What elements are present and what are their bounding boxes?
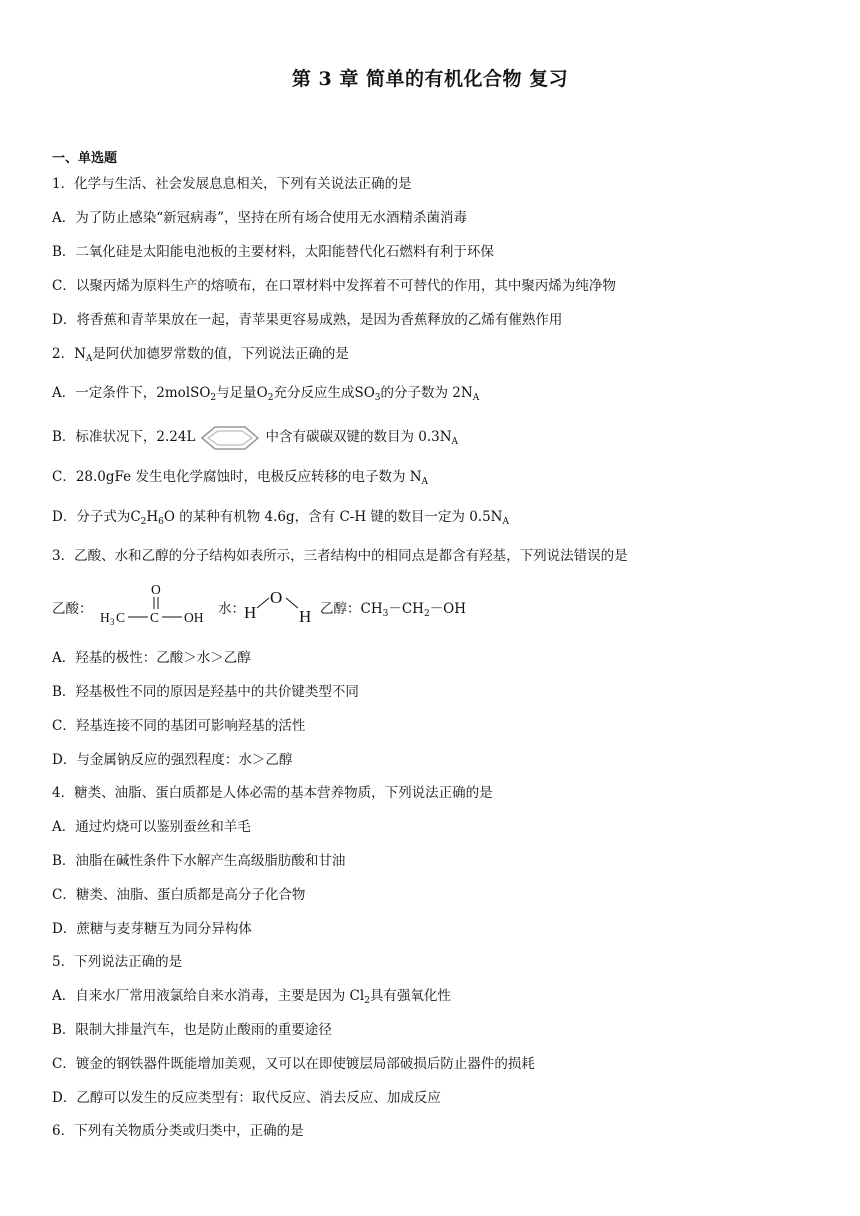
q1-option-c: C．以聚丙烯为原料生产的熔喷布，在口罩材料中发挥着不可替代的作用，其中聚丙烯为纯净物 <box>52 278 616 294</box>
q2-b-text-1: B．标准状况下，2.24L <box>52 429 196 445</box>
ethanol-text-3: －OH <box>429 601 467 617</box>
q2-a-sub-2: 2 <box>267 393 274 403</box>
water-o: O <box>270 588 283 607</box>
q5-stem: 5．下列说法正确的是 <box>52 954 183 970</box>
q2-option-b <box>52 424 458 455</box>
q2-a-sub-3: 3 <box>374 393 381 403</box>
q2-d-text-2: H <box>146 509 159 525</box>
q1-option-b: B．二氧化硅是太阳能电池板的主要材料，太阳能替代化石燃料有利于环保 <box>52 244 494 260</box>
ethanol-label: 乙醇： <box>320 601 361 617</box>
section-heading: 一、单选题 <box>52 151 118 166</box>
q2-stem-text-2: 是阿伏加德罗常数的值，下列说法正确的是 <box>92 346 349 362</box>
q5-option-b: B．限制大排量汽车，也是防止酸雨的重要途径 <box>52 1022 332 1038</box>
q1-option-a: A．为了防止感染“新冠病毒”，坚持在所有场合使用无水酒精杀菌消毒 <box>52 210 468 226</box>
q3-structures <box>52 582 812 628</box>
q2-d-sub-1: 2 <box>140 517 147 527</box>
water-label: 水： <box>218 601 245 617</box>
q6-stem: 6．下列有关物质分类或归类中，正确的是 <box>52 1123 304 1139</box>
q2-stem-subscript: A <box>85 354 93 364</box>
q4-option-d: D．蔗糖与麦芽糖互为同分异构体 <box>52 921 252 937</box>
q4-stem: 4．糖类、油脂、蛋白质都是人体必需的基本营养物质，下列说法正确的是 <box>52 785 493 801</box>
q2-b-sub: A <box>451 437 459 447</box>
q2-option-c <box>52 468 428 491</box>
q5-a-sub: 2 <box>364 996 370 1006</box>
q5-option-a <box>52 987 451 1010</box>
q2-d-sub-3: A <box>502 517 509 527</box>
q3-option-d: D．与金属钠反应的强烈程度：水＞乙醇 <box>52 752 293 768</box>
ethanol-sub-2: 2 <box>423 609 430 619</box>
acetic-h: H <box>100 610 110 625</box>
q3-option-a: A．羟基的极性：乙酸＞水＞乙醇 <box>52 650 251 666</box>
q1-option-d: D．将香蕉和青苹果放在一起，青苹果更容易成熟，是因为香蕉释放的乙烯有催熟作用 <box>52 312 563 328</box>
acetic-c1: C <box>116 610 126 625</box>
ethanol-text-1: CH <box>360 601 383 617</box>
water-h2: H <box>299 607 312 626</box>
q3-option-c: C．羟基连接不同的基团可影响羟基的活性 <box>52 718 306 734</box>
acetic-o: O <box>151 582 161 597</box>
ethanol-text-2: －CH <box>388 601 424 617</box>
q2-d-sub-2: 6 <box>158 517 164 527</box>
water-h1: H <box>244 603 257 622</box>
q4-option-c: C．糖类、油脂、蛋白质都是高分子化合物 <box>52 887 306 903</box>
q2-c-sub: A <box>421 477 429 487</box>
q2-option-d <box>52 508 509 531</box>
q5-option-d: D．乙醇可以发生的反应类型有：取代反应、消去反应、加成反应 <box>52 1090 441 1106</box>
acetic-oh: OH <box>184 610 204 625</box>
acetic-c2: C <box>150 610 160 625</box>
acetic-acid-label: 乙酸： <box>52 601 93 617</box>
q5-a-text-1: A．自来水厂常用液氯给自来水消毒，主要是因为 Cl <box>52 988 365 1004</box>
ethanol-formula <box>320 597 466 619</box>
q2-a-sub-1: 2 <box>210 393 217 403</box>
q2-stem <box>52 345 349 368</box>
page-title: 第 3 章 简单的有机化合物 复习 <box>291 68 569 90</box>
q2-a-text-1: A．一定条件下，2molSO <box>52 385 211 401</box>
q2-stem-text-1: 2．N <box>52 346 86 362</box>
q2-a-text-3: 充分反应生成SO <box>273 385 375 401</box>
ethanol-sub-1: 3 <box>382 609 389 619</box>
q3-stem: 3．乙酸、水和乙醇的分子结构如表所示，三者结构中的相同点是都含有羟基，下列说法错误的是 <box>52 548 628 564</box>
benzene-ring-icon <box>199 425 261 451</box>
q2-c-text: C．28.0gFe 发生电化学腐蚀时，电极反应转移的电子数为 N <box>52 469 422 485</box>
acetic-h-sub: 3 <box>110 617 115 627</box>
q2-d-text-1: D．分子式为C <box>52 509 141 525</box>
q2-a-text-2: 与足量O <box>216 385 268 401</box>
q2-b-text-2: 中含有碳碳双键的数目为 0.3N <box>265 429 452 445</box>
q4-option-b: B．油脂在碱性条件下水解产生高级脂肪酸和甘油 <box>52 853 346 869</box>
q2-option-a <box>52 384 479 407</box>
q2-a-text-4: 的分子数为 2N <box>380 385 473 401</box>
q5-a-text-2: 具有强氧化性 <box>369 988 451 1004</box>
q3-option-b: B．羟基极性不同的原因是羟基中的共价键类型不同 <box>52 684 359 700</box>
q4-option-a: A．通过灼烧可以鉴别蚕丝和羊毛 <box>52 819 251 835</box>
q2-a-sub-4: A <box>472 393 480 403</box>
water-structure <box>242 582 322 628</box>
q2-d-text-3: O 的某种有机物 4.6g，含有 C-H 键的数目一定为 0.5N <box>163 509 503 525</box>
q5-option-c: C．镀金的钢铁器件既能增加美观，又可以在即使镀层局部破损后防止器件的损耗 <box>52 1056 535 1072</box>
q1-stem: 1．化学与生活、社会发展息息相关，下列有关说法正确的是 <box>52 176 412 192</box>
